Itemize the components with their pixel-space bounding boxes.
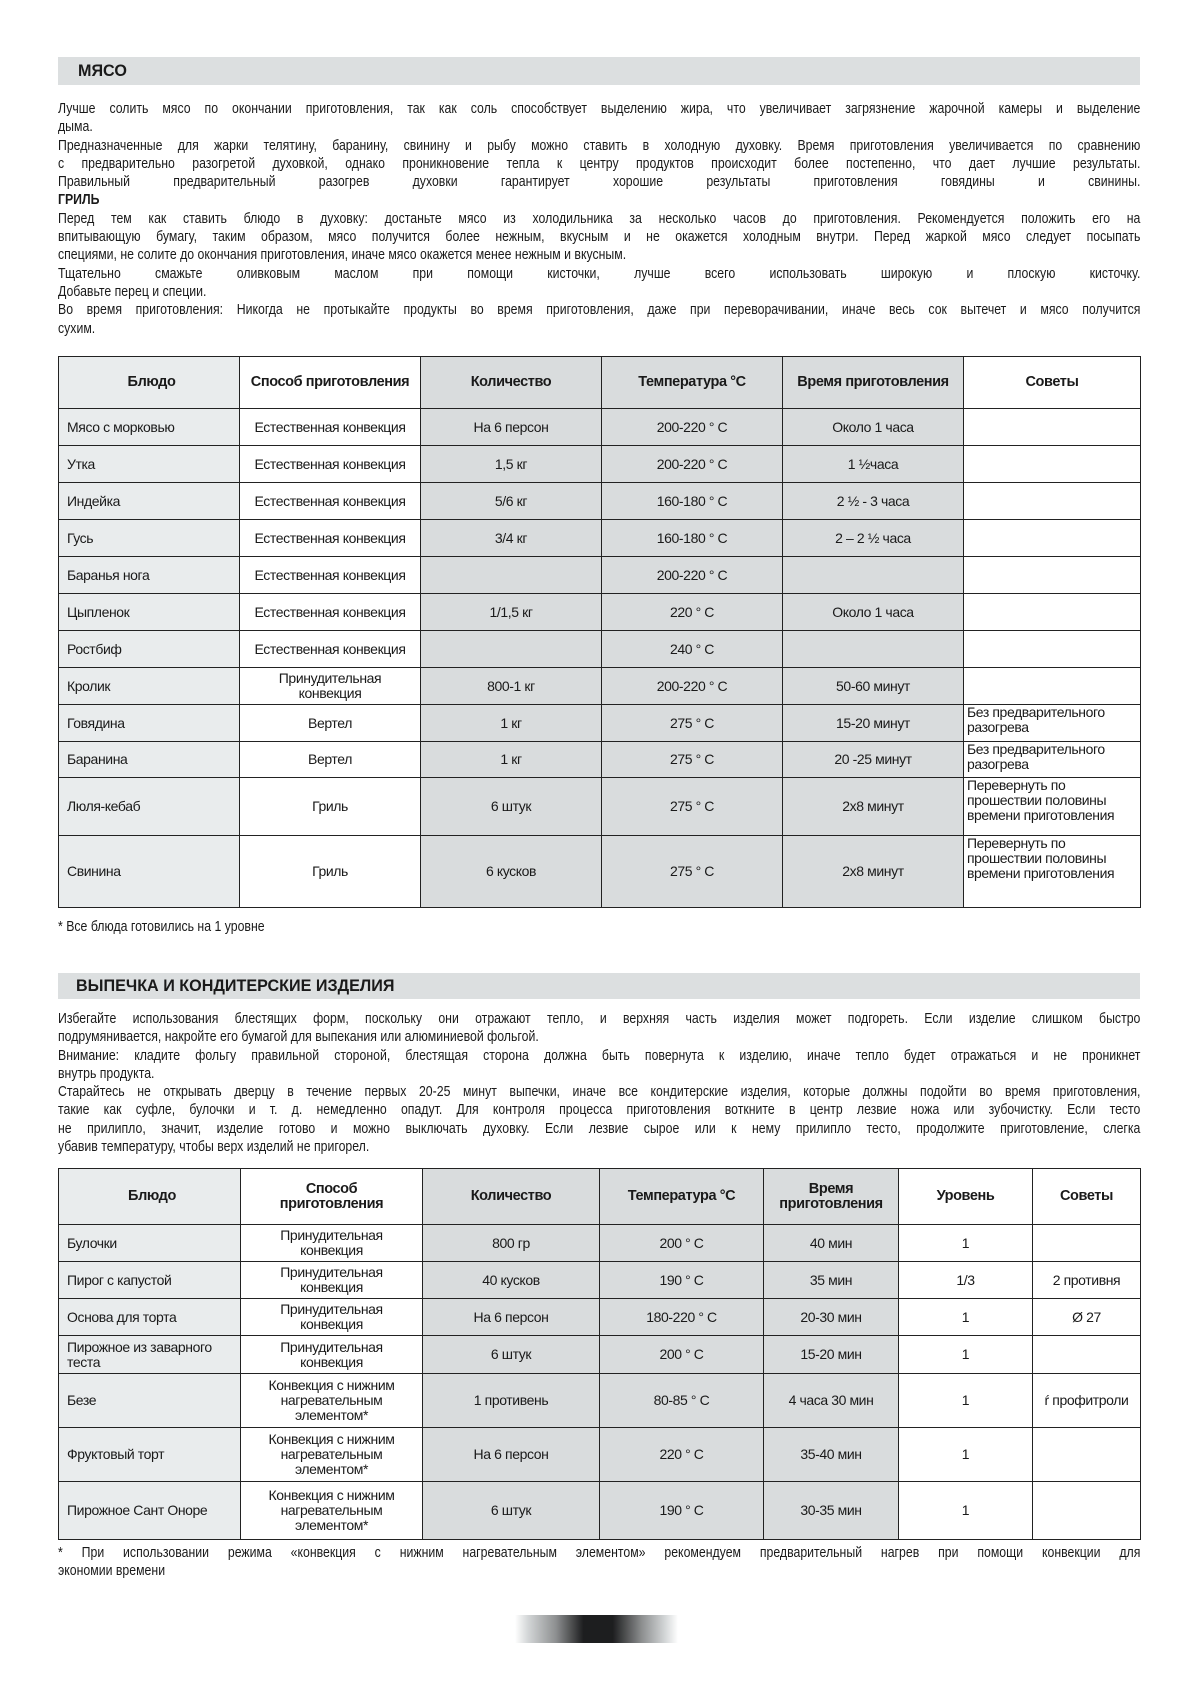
table-cell: Без предварительного разогрева [964, 742, 1141, 778]
table-cell [783, 631, 964, 668]
meat-footnote [58, 918, 1140, 936]
table-row [59, 446, 1141, 483]
table-cell: Пирог с капустой [59, 1262, 241, 1299]
table-cell: Принудительная конвекция [240, 668, 421, 705]
baking-cooking-table [58, 1168, 1141, 1540]
table-row [59, 742, 1141, 778]
subheading: ГРИЛЬ [58, 191, 100, 209]
table-cell: 2 ½ - 3 часа [783, 483, 964, 520]
section-header-meat [58, 57, 1140, 85]
table-cell: 40 кусков [423, 1262, 600, 1299]
column-header: Количество [423, 1169, 600, 1225]
table-cell [964, 594, 1141, 631]
table-cell: 15-20 минут [783, 705, 964, 742]
table-cell: 40 мин [764, 1225, 899, 1262]
table-row [59, 557, 1141, 594]
section-title: ВЫПЕЧКА И КОНДИТЕРСКИЕ ИЗДЕЛИЯ [76, 976, 395, 995]
footnote-text: * Все блюда готовились на 1 уровне [58, 918, 265, 935]
table-cell [964, 446, 1141, 483]
table-cell: 2 – 2 ½ часа [783, 520, 964, 557]
table-cell: 275 ° C [602, 705, 783, 742]
text-line: Избегайте использования блестящих форм, поскольку они отражают тепло, и верхняя часть изделия может подгореть. Если изделие слишком быстро [58, 1010, 1141, 1027]
table-cell: 220 ° C [600, 1428, 764, 1482]
table-cell: Булочки [59, 1225, 241, 1262]
table-row [59, 483, 1141, 520]
table-cell: 200-220 ° C [602, 446, 783, 483]
table-cell: Кролик [59, 668, 240, 705]
table-cell: 2x8 минут [783, 778, 964, 836]
text-line: такие как суфле, булочки и т. д. немедленно опадут. Для контроля процесса приготовления воткните в центр лезвие ножа или зубочистку. Если тесто [58, 1101, 1141, 1119]
text-line: убавив температуру, чтобы верх изделий не пригорел. [58, 1138, 370, 1156]
table-cell: Принудительная конвекция [241, 1299, 423, 1336]
table-cell: 20-30 мин [764, 1299, 899, 1336]
table-cell: 1 [899, 1428, 1033, 1482]
text-line: подрумянивается, накройте его бумагой для выпекания или алюминиевой фольгой. [58, 1028, 539, 1046]
table-cell: 6 штук [423, 1482, 600, 1540]
table-cell [1033, 1482, 1141, 1540]
column-header: Время приготовления [764, 1169, 899, 1225]
column-header: Способ приготовления [241, 1169, 423, 1225]
table-cell [964, 409, 1141, 446]
table-cell [421, 631, 602, 668]
column-header: Температура °C [602, 357, 783, 409]
column-header: Количество [421, 357, 602, 409]
table-cell [421, 557, 602, 594]
table-cell: Вертел [240, 742, 421, 778]
text-line: Добавьте перец и специи. [58, 282, 207, 300]
table-cell: Баранья нога [59, 557, 240, 594]
table-cell: 160-180 ° C [602, 520, 783, 557]
section-header-baking [58, 973, 1140, 999]
table-cell: Перевернуть по прошествии половины времени приготовления [964, 778, 1141, 836]
table-row [59, 520, 1141, 557]
table-cell: Люля-кебаб [59, 778, 240, 836]
table-cell [964, 520, 1141, 557]
table-cell: Естественная конвекция [240, 631, 421, 668]
table-cell: Гриль [240, 836, 421, 908]
table-cell: 30-35 мин [764, 1482, 899, 1540]
table-cell: 2 противня [1033, 1262, 1141, 1299]
table-cell: 6 штук [421, 778, 602, 836]
column-header: Блюдо [59, 1169, 241, 1225]
table-cell: Принудительная конвекция [241, 1262, 423, 1299]
table-cell: Естественная конвекция [240, 409, 421, 446]
table-header-row [59, 357, 1141, 409]
table-cell: На 6 персон [423, 1299, 600, 1336]
table-cell: 800-1 кг [421, 668, 602, 705]
table-cell [1033, 1336, 1141, 1374]
column-header: Способ приготовления [240, 357, 421, 409]
table-cell: Около 1 часа [783, 594, 964, 631]
table-cell: Баранина [59, 742, 240, 778]
table-cell: Естественная конвекция [240, 483, 421, 520]
table-cell: Утка [59, 446, 240, 483]
table-cell: Мясо с морковью [59, 409, 240, 446]
table-cell: На 6 персон [421, 409, 602, 446]
table-cell: Безе [59, 1374, 241, 1428]
table-cell: Говядина [59, 705, 240, 742]
text-line: внутрь продукта. [58, 1064, 155, 1082]
table-cell: 200 ° C [600, 1336, 764, 1374]
column-header: Температура °C [600, 1169, 764, 1225]
text-line: с предварительно разогретой духовкой, однако проникновение тепла к центру продуктов происходит более постепенно, что дает лучшие результаты. [58, 154, 1141, 172]
table-cell: 160-180 ° C [602, 483, 783, 520]
table-cell: 1 кг [421, 742, 602, 778]
table-cell: 190 ° C [600, 1262, 764, 1299]
table-row [59, 668, 1141, 705]
text-line: Лучше солить мясо по окончании приготовления, так как соль способствует выделению жира, что увеличивает загрязнение жарочной камеры и выделение [58, 100, 1141, 117]
table-cell: 800 гр [423, 1225, 600, 1262]
table-cell: Перевернуть по прошествии половины времени приготовления [964, 836, 1141, 908]
table-cell: 1 [899, 1299, 1033, 1336]
table-cell: 1 кг [421, 705, 602, 742]
text-line: * При использовании режима «конвекция с нижним нагревательным элементом» рекомендуем предварительный нагрев при помощи конвекции для [58, 1544, 1141, 1561]
table-cell: 35 мин [764, 1262, 899, 1299]
table-cell: 220 ° C [602, 594, 783, 631]
table-row [59, 1336, 1141, 1374]
text-line: экономии времени [58, 1562, 166, 1580]
table-cell: 200-220 ° C [602, 557, 783, 594]
table-cell: Естественная конвекция [240, 446, 421, 483]
table-cell: ŕ профитроли [1033, 1374, 1141, 1428]
table-row [59, 778, 1141, 836]
text-line: Предназначенные для жарки телятину, баранину, свинину и рыбу можно ставить в холодную духовку. Время приготовления увеличивается по сравнению [58, 136, 1141, 154]
table-header-row [59, 1169, 1141, 1225]
table-row [59, 1262, 1141, 1299]
table-cell: 275 ° C [602, 742, 783, 778]
table-cell: Пирожное из заварного теста [59, 1336, 241, 1374]
table-cell: 35-40 мин [764, 1428, 899, 1482]
table-cell: Основа для торта [59, 1299, 241, 1336]
table-cell: Индейка [59, 483, 240, 520]
table-cell: Ø 27 [1033, 1299, 1141, 1336]
meat-intro-text [58, 100, 1140, 338]
table-cell [783, 557, 964, 594]
meat-cooking-table [58, 356, 1141, 908]
text-line: не прилипло, значит, изделие готово и можно выключать духовку. Если лезвие сырое или к нему прилипло тесто, продолжите приготовление, слегка [58, 1119, 1141, 1137]
table-cell: 3/4 кг [421, 520, 602, 557]
column-header: Советы [1033, 1169, 1141, 1225]
table-cell: Без предварительного разогрева [964, 705, 1141, 742]
table-cell [964, 631, 1141, 668]
table-cell: Принудительная конвекция [241, 1225, 423, 1262]
table-cell: 240 ° C [602, 631, 783, 668]
table-cell: 15-20 мин [764, 1336, 899, 1374]
table-cell: 1 [899, 1374, 1033, 1428]
table-row [59, 1374, 1141, 1428]
table-row [59, 594, 1141, 631]
table-cell: 1,5 кг [421, 446, 602, 483]
table-cell: Ростбиф [59, 631, 240, 668]
text-line: сухим. [58, 319, 96, 337]
table-cell: На 6 персон [423, 1428, 600, 1482]
column-header: Уровень [899, 1169, 1033, 1225]
text-line: Правильный предварительный разогрев духовки гарантирует хорошие результаты приготовления говядины и свинины. [58, 173, 1141, 191]
table-cell: 190 ° C [600, 1482, 764, 1540]
table-cell: 200-220 ° C [602, 668, 783, 705]
table-cell: 180-220 ° C [600, 1299, 764, 1336]
table-cell: 20 -25 минут [783, 742, 964, 778]
text-line: Тщательно смажьте оливковым маслом при помощи кисточки, лучше всего использовать широкую и плоскую кисточку. [58, 264, 1141, 282]
table-cell [964, 557, 1141, 594]
table-cell: 1 [899, 1336, 1033, 1374]
baking-intro-text [58, 1010, 1140, 1156]
table-cell: 200-220 ° C [602, 409, 783, 446]
baking-footnote [58, 1544, 1140, 1581]
table-row [59, 409, 1141, 446]
table-cell: Свинина [59, 836, 240, 908]
table-cell: 50-60 минут [783, 668, 964, 705]
table-cell: Принудительная конвекция [241, 1336, 423, 1374]
table-cell: Гусь [59, 520, 240, 557]
table-cell: Гриль [240, 778, 421, 836]
table-cell: Конвекция с нижним нагревательным элементом* [241, 1428, 423, 1482]
table-row [59, 631, 1141, 668]
table-cell: 4 часа 30 мин [764, 1374, 899, 1428]
table-cell: Естественная конвекция [240, 520, 421, 557]
table-cell: Фруктовый торт [59, 1428, 241, 1482]
table-cell: Конвекция с нижним нагревательным элементом* [241, 1374, 423, 1428]
table-cell [964, 483, 1141, 520]
table-row [59, 705, 1141, 742]
table-cell: 6 кусков [421, 836, 602, 908]
table-cell: 1 [899, 1482, 1033, 1540]
table-cell: 200 ° C [600, 1225, 764, 1262]
table-cell: 2x8 минут [783, 836, 964, 908]
table-cell: 6 штук [423, 1336, 600, 1374]
text-line: Во время приготовления: Никогда не протыкайте продукты во время приготовления, даже при переворачивании, иначе весь сок вытечет и мясо получится [58, 301, 1141, 319]
table-row [59, 1482, 1141, 1540]
table-row [59, 1299, 1141, 1336]
text-line: Перед тем как ставить блюдо в духовку: достаньте мясо из холодильника за несколько часов до приготовления. Рекомендуется положить его на [58, 209, 1141, 227]
table-cell: 80-85 ° C [600, 1374, 764, 1428]
column-header: Время приготовления [783, 357, 964, 409]
table-cell: Естественная конвекция [240, 557, 421, 594]
text-line: специями, не солите до окончания приготовления, иначе мясо окажется менее нежным и вкусным. [58, 246, 627, 264]
table-cell: Естественная конвекция [240, 594, 421, 631]
table-cell: 1 противень [423, 1374, 600, 1428]
table-row [59, 1225, 1141, 1262]
table-cell: 5/6 кг [421, 483, 602, 520]
table-cell: 275 ° C [602, 778, 783, 836]
table-cell [1033, 1225, 1141, 1262]
text-line: Старайтесь не открывать дверцу в течение первых 20-25 минут выпечки, иначе все кондитерские изделия, которые должны подойти во время приготовления, [58, 1083, 1141, 1101]
table-cell [964, 668, 1141, 705]
column-header: Блюдо [59, 357, 240, 409]
column-header: Советы [964, 357, 1141, 409]
table-cell: Пирожное Сант Оноре [59, 1482, 241, 1540]
table-cell: 1 [899, 1225, 1033, 1262]
page-number-bar [515, 1615, 678, 1643]
table-cell: 1/3 [899, 1262, 1033, 1299]
text-line: дыма. [58, 118, 93, 136]
table-cell: Около 1 часа [783, 409, 964, 446]
text-line: впитывающую бумагу, таким образом, мясо получится более нежным, вкусным и не окажется холодным внутри. Перед жаркой мясо следует посыпать [58, 228, 1141, 246]
table-cell: 1/1,5 кг [421, 594, 602, 631]
table-cell [1033, 1428, 1141, 1482]
table-row [59, 836, 1141, 908]
table-cell: Конвекция с нижним нагревательным элементом* [241, 1482, 423, 1540]
table-cell: 1 ½часа [783, 446, 964, 483]
section-title: МЯСО [78, 61, 127, 80]
table-cell: Вертел [240, 705, 421, 742]
table-cell: Цыпленок [59, 594, 240, 631]
text-line: Внимание: кладите фольгу правильной стороной, блестящая сторона должна быть повернута к изделию, иначе тепло будет отражаться и не проникнет [58, 1046, 1141, 1064]
table-cell: 275 ° C [602, 836, 783, 908]
table-row [59, 1428, 1141, 1482]
